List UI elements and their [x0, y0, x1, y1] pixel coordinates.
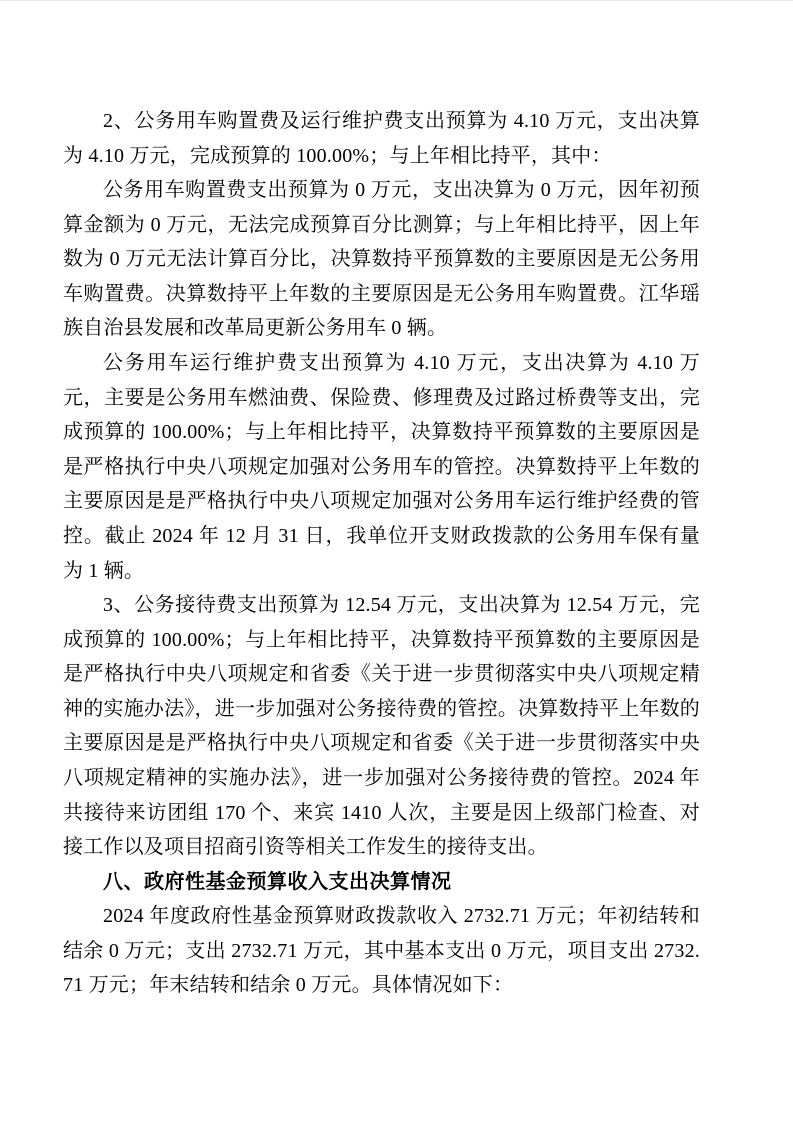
paragraph: 3、公务接待费支出预算为 12.54 万元，支出决算为 12.54 万元，完成预算的 100.00%；与上年相比持平，决算数持平预算数的主要原因是是严格执行中央八项规定和省委《关于进一步贯彻落实中央八项规定精神的实施办法》，进一步加强对公务接待费的管控。决算数持平上年数的主要原因是是严格执行中央八项规定和省委《关于进一步贯彻落实中央八项规定精神的实施办法》，进一步加强对公务接待费的管控。2024 年共接待来访团组 170 个、来宾 1410 人次，主要是因上级部门检查、对接工作以及项目招商引资等相关工作发生的接待支出。 — [63, 594, 700, 859]
section-heading: 八、政府性基金预算收入支出决算情况 — [103, 870, 452, 893]
paragraph: 2、公务用车购置费及运行维护费支出预算为 4.10 万元，支出决算为 4.10 万元，完成预算的 100.00%；与上年相比持平，其中： — [63, 110, 700, 167]
paragraph: 公务用车运行维护费支出预算为 4.10 万元，支出决算为 4.10 万元，主要是公务用车燃油费、保险费、修理费及过路过桥费等支出，完成预算的 100.00%；与上年相比持平，决算数持平预算数的主要原因是是严格执行中央八项规定加强对公务用车的管控。决算数持平上年数的主要原因是是严格执行中央八项规定加强对公务用车运行维护经费的管控。截止 2024 年 12 月 31 日，我单位开支财政拨款的公务用车保有量为 1 辆。 — [63, 352, 700, 582]
paragraph: 公务用车购置费支出预算为 0 万元，支出决算为 0 万元，因年初预算金额为 0 万元，无法完成预算百分比测算；与上年相比持平，因上年数为 0 万元无法计算百分比，决算数持平预算数的主要原因是无公务用车购置费。决算数持平上年数的主要原因是无公务用车购置费。江华瑶族自治县发展和改革局更新公务用车 0 辆。 — [63, 179, 700, 340]
document-body — [63, 104, 700, 1003]
paragraph: 2024 年度政府性基金预算财政拨款收入 2732.71 万元；年初结转和结余 0 万元；支出 2732.71 万元，其中基本支出 0 万元，项目支出 2732.71 万元；年末结转和结余 0 万元。具体情况如下： — [63, 905, 700, 997]
